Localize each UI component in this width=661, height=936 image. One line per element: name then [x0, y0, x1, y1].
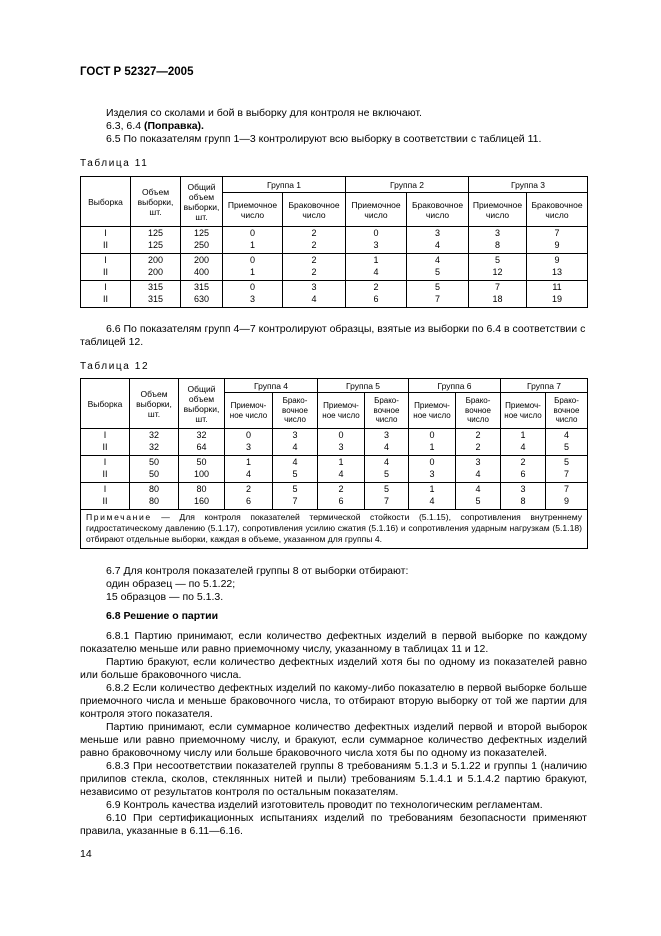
cell-volume-line: 32 [148, 441, 159, 452]
cell-value [273, 429, 318, 456]
cell-value [318, 483, 365, 510]
cell-value [407, 254, 469, 281]
cell-value [469, 227, 527, 254]
cell-value [223, 281, 283, 308]
cell-total-line: 250 [193, 239, 210, 250]
cell-value [546, 456, 588, 483]
cell-value-line: 1 [249, 266, 255, 277]
cell-value [546, 483, 588, 510]
cell-value-line: 5 [383, 468, 389, 479]
cell-volume-line: 200 [147, 255, 164, 265]
cell-value-line: 7 [292, 495, 298, 506]
paragraph-6-8-1-reject: Партию бракуют, если количество дефектных изделий хотя бы по одному из показателей равно или больше браковочного числа. [80, 656, 587, 681]
cell-value-line: 3 [373, 239, 379, 250]
cell-vyborka-line: I [103, 430, 107, 440]
table-row [81, 254, 588, 281]
cell-value [346, 227, 407, 254]
cell-total-line: 200 [193, 255, 210, 265]
cell-value-line: 5 [563, 441, 569, 452]
cell-value-line: 0 [249, 282, 255, 292]
cell-vyborka-line: I [103, 484, 107, 494]
cell-value-line: 0 [373, 228, 379, 238]
cell-value [318, 429, 365, 456]
cell-value-line: 4 [383, 441, 389, 452]
t11-header-total: Общий объем выборки, шт. [181, 177, 223, 227]
cell-value [469, 254, 527, 281]
cell-value [223, 227, 283, 254]
table-row [81, 483, 588, 510]
cell-vyborka-line: I [104, 282, 107, 292]
cell-value-line: 2 [311, 255, 317, 265]
cell-value [365, 483, 409, 510]
paragraph-chipped-items: Изделия со сколами и бой в выборку для контроля не включают. [106, 107, 422, 119]
cell-value [501, 456, 546, 483]
cell-value-line: 3 [475, 457, 481, 467]
t11-header-group-2: Группа 2 [346, 177, 469, 193]
cell-volume-line: 80 [148, 484, 159, 494]
cell-value-line: 11 [552, 282, 562, 292]
cell-vyborka-line: II [102, 468, 108, 479]
cell-volume-line: 315 [147, 282, 164, 292]
paragraph-6-7-one-sample: один образец — по 5.1.22; [106, 578, 236, 590]
cell-value [225, 483, 273, 510]
cell-vyborka-line: II [102, 495, 108, 506]
paragraph-amendment [106, 120, 204, 133]
cell-vyborka [81, 456, 130, 483]
cell-value-line: 9 [563, 495, 569, 506]
cell-value-line: 4 [311, 293, 317, 304]
cell-value-line: 4 [292, 441, 298, 452]
cell-total-line: 50 [196, 457, 207, 467]
t11-header-group-3: Группа 3 [469, 177, 588, 193]
cell-value-line: 0 [429, 430, 435, 440]
cell-total-line: 100 [193, 468, 210, 479]
t11-sub-reject: Браковочное число [407, 193, 469, 227]
cell-volume-line: 80 [148, 495, 159, 506]
amendment-clause-numbers: 6.3, 6.4 [106, 120, 142, 132]
t11-header-volume: Объем выборки, шт. [131, 177, 181, 227]
cell-vyborka [81, 254, 131, 281]
table-12-note [81, 510, 588, 549]
cell-value [409, 429, 456, 456]
t12-sub-reject: Брако- вочное число [365, 393, 409, 429]
cell-volume [131, 227, 181, 254]
cell-value [456, 483, 501, 510]
cell-value-line: 6 [373, 293, 379, 304]
cell-volume-line: 200 [147, 266, 164, 277]
cell-value-line: 2 [311, 239, 317, 250]
table-row [81, 456, 588, 483]
cell-value-line: 5 [383, 484, 389, 494]
cell-value-line: 2 [373, 282, 379, 292]
cell-value-line: 4 [475, 484, 481, 494]
cell-value [527, 254, 588, 281]
cell-value-line: 1 [245, 457, 251, 467]
t12-sub-reject: Брако- вочное число [546, 393, 588, 429]
table-11-caption: Таблица 11 [80, 158, 149, 169]
cell-total [181, 227, 223, 254]
cell-value-line: 6 [245, 495, 251, 506]
cell-value-line: 9 [554, 239, 560, 250]
cell-volume-line: 125 [147, 239, 164, 250]
cell-value-line: 3 [245, 441, 251, 452]
cell-volume [130, 483, 179, 510]
cell-value-line: 3 [292, 430, 298, 440]
cell-value-line: 3 [520, 484, 526, 494]
cell-value [365, 456, 409, 483]
cell-value-line: 2 [245, 484, 251, 494]
cell-value-line: 1 [249, 239, 255, 250]
cell-volume-line: 50 [148, 468, 159, 479]
cell-volume-line: 315 [147, 293, 164, 304]
t12-header-group-5: Группа 5 [318, 379, 409, 393]
section-title-6-8: 6.8 Решение о партии [106, 610, 219, 622]
t11-sub-reject: Браковочное число [283, 193, 346, 227]
note-text: — Для контроля показателей термической стойкости (5.1.15), сопротивления внутреннему гидростатическому давлению (5.1.17), сопротивления усилию сжатия (5.1.16) и сопротивления ударным нагрузкам (5.1.18) отбирают отдельные выборки, каждая в объеме, указанном для группы 4. [86, 512, 582, 544]
cell-value-line: 3 [383, 430, 389, 440]
cell-value [225, 429, 273, 456]
t12-header-total: Общий объем выборки, шт. [179, 379, 225, 429]
cell-value [273, 456, 318, 483]
cell-total-line: 160 [193, 495, 210, 506]
cell-value-line: 9 [554, 255, 560, 265]
cell-vyborka-line: II [102, 441, 108, 452]
cell-value-line: 4 [434, 255, 440, 265]
t11-header-vyborka: Выборка [81, 177, 131, 227]
cell-value-line: 3 [494, 228, 500, 238]
cell-value-line: 7 [563, 468, 569, 479]
cell-value-line: 1 [520, 430, 526, 440]
cell-value-line: 0 [245, 430, 251, 440]
cell-value-line: 1 [429, 484, 435, 494]
paragraph-6-9: 6.9 Контроль качества изделий изготовитель проводит по технологическим регламентам. [106, 799, 543, 811]
t12-sub-accept: Приемоч- ное число [318, 393, 365, 429]
paragraph-6-7-fifteen-samples: 15 образцов — по 5.1.3. [106, 591, 224, 603]
cell-value-line: 2 [475, 441, 481, 452]
t12-sub-accept: Приемоч- ное число [225, 393, 273, 429]
cell-value-line: 0 [249, 255, 255, 265]
cell-value-line: 19 [551, 293, 562, 304]
cell-total [179, 429, 225, 456]
cell-value-line: 5 [292, 484, 298, 494]
cell-value [283, 227, 346, 254]
paragraph-6-7: 6.7 Для контроля показателей группы 8 от выборки отбирают: [106, 565, 409, 577]
cell-value-line: 4 [292, 457, 298, 467]
t12-header-group-7: Группа 7 [501, 379, 588, 393]
note-label: Примечание [86, 512, 152, 522]
cell-volume [131, 281, 181, 308]
cell-total-line: 125 [193, 228, 210, 238]
cell-volume [131, 254, 181, 281]
cell-value [456, 456, 501, 483]
cell-vyborka-line: II [102, 239, 108, 250]
cell-value [407, 281, 469, 308]
cell-value-line: 1 [373, 255, 379, 265]
cell-value-line: 2 [311, 228, 317, 238]
cell-value-line: 3 [429, 468, 435, 479]
cell-value-line: 0 [429, 457, 435, 467]
cell-value-line: 5 [434, 282, 440, 292]
paragraph-6-6: 6.6 По показателям групп 4—7 контролируют образцы, взятые из выборки по 6.4 в соответствии с таблицей 12. [80, 323, 586, 348]
cell-value-line: 13 [551, 266, 562, 277]
cell-value-line: 8 [494, 239, 500, 250]
cell-value-line: 4 [338, 468, 344, 479]
t11-sub-accept: Приемочное число [223, 193, 283, 227]
cell-value-line: 5 [494, 255, 500, 265]
cell-value-line: 7 [383, 495, 389, 506]
cell-total-line: 80 [196, 484, 207, 494]
cell-vyborka-line: I [104, 228, 107, 238]
cell-value-line: 6 [520, 468, 526, 479]
cell-value [283, 254, 346, 281]
cell-total [181, 254, 223, 281]
paragraph-6-10: 6.10 При сертификационных испытаниях изделий по требованиям безопасности применяют правила, указанные в 6.11—6.16. [80, 812, 587, 837]
cell-value [409, 483, 456, 510]
cell-total-line: 64 [196, 441, 207, 452]
t12-header-group-6: Группа 6 [409, 379, 501, 393]
cell-total [181, 281, 223, 308]
cell-value [283, 281, 346, 308]
cell-value [318, 456, 365, 483]
table-12-caption: Таблица 12 [80, 361, 150, 372]
cell-vyborka-line: II [102, 266, 108, 277]
cell-value [346, 254, 407, 281]
cell-vyborka [81, 483, 130, 510]
cell-value [346, 281, 407, 308]
cell-value [501, 483, 546, 510]
cell-value-line: 0 [338, 430, 344, 440]
cell-value-line: 18 [492, 293, 503, 304]
cell-value-line: 5 [563, 457, 569, 467]
cell-vyborka-line: II [102, 293, 108, 304]
t12-sub-reject: Брако- вочное число [273, 393, 318, 429]
cell-vyborka [81, 227, 131, 254]
t11-header-group-1: Группа 1 [223, 177, 346, 193]
paragraph-6-5: 6.5 По показателям групп 1—3 контролируют всю выборку в соответствии с таблицей 11. [106, 133, 542, 145]
t11-sub-accept: Приемочное число [469, 193, 527, 227]
cell-total [179, 456, 225, 483]
cell-value [409, 456, 456, 483]
cell-value [223, 254, 283, 281]
cell-value-line: 6 [338, 495, 344, 506]
document-header: ГОСТ Р 52327—2005 [80, 66, 194, 78]
cell-volume [130, 456, 179, 483]
cell-value-line: 4 [520, 441, 526, 452]
paragraph-6-8-2-accept: Партию принимают, если суммарное количество дефектных изделий первой и второй выборок меньше или равно приемочному числу, и бракуют, если суммарное количество дефектных изделий равно браковочному числу или больше браковочного числа хотя бы по одному из показателей. [80, 721, 587, 759]
paragraph-6-8-2: 6.8.2 Если количество дефектных изделий по какому-либо показателю в первой выборке больше приемочного числа и меньше браковочного числа, то отбирают вторую выборку от той же партии для контроля этого показателя. [80, 682, 587, 720]
cell-value [546, 429, 588, 456]
cell-value-line: 1 [429, 441, 435, 452]
cell-value [365, 429, 409, 456]
cell-value-line: 3 [249, 293, 255, 304]
paragraph-6-8-3: 6.8.3 При несоответствии показателей группы 8 требованиям 5.1.3 и 5.1.22 и группы 1 (наличию прилипов стекла, сколов, стеклянных нитей и пыли) требованиям 5.1.4.1 и 5.1.4.2 партию бракуют, независимо от результатов контроля по остальным показателям. [80, 760, 587, 798]
cell-value [527, 227, 588, 254]
cell-value-line: 4 [245, 468, 251, 479]
cell-value-line: 5 [475, 495, 481, 506]
amendment-label: (Поправка). [143, 120, 204, 132]
cell-value-line: 2 [311, 266, 317, 277]
cell-value [469, 281, 527, 308]
cell-total-line: 32 [196, 430, 207, 440]
cell-vyborka [81, 429, 130, 456]
cell-value-line: 5 [292, 468, 298, 479]
cell-value-line: 7 [554, 228, 560, 238]
t12-header-volume: Объем выборки, шт. [130, 379, 179, 429]
cell-value-line: 8 [520, 495, 526, 506]
cell-value-line: 1 [338, 457, 344, 467]
table-12 [80, 378, 588, 549]
table-row [81, 227, 588, 254]
t11-sub-reject: Браковочное число [527, 193, 588, 227]
table-row [81, 429, 588, 456]
cell-value-line: 5 [434, 266, 440, 277]
cell-volume-line: 125 [147, 228, 164, 238]
cell-value-line: 12 [492, 266, 503, 277]
cell-volume-line: 50 [148, 457, 159, 467]
cell-volume [130, 429, 179, 456]
cell-value-line: 2 [338, 484, 344, 494]
cell-total [179, 483, 225, 510]
cell-value [407, 227, 469, 254]
cell-value [225, 456, 273, 483]
page-number: 14 [80, 848, 92, 860]
cell-value-line: 4 [434, 239, 440, 250]
cell-value-line: 3 [338, 441, 344, 452]
t12-sub-accept: Приемоч- ное число [501, 393, 546, 429]
cell-total-line: 315 [193, 282, 210, 292]
cell-value [273, 483, 318, 510]
t12-header-group-4: Группа 4 [225, 379, 318, 393]
cell-value-line: 4 [475, 468, 481, 479]
cell-value-line: 0 [249, 228, 255, 238]
t12-header-vyborka: Выборка [81, 379, 130, 429]
cell-value-line: 4 [383, 457, 389, 467]
table-row [81, 281, 588, 308]
cell-vyborka-line: I [104, 255, 107, 265]
cell-value [501, 429, 546, 456]
cell-value-line: 4 [563, 430, 569, 440]
cell-total-line: 630 [193, 293, 210, 304]
cell-value-line: 4 [373, 266, 379, 277]
cell-vyborka-line: I [103, 457, 107, 467]
cell-value-line: 4 [429, 495, 435, 506]
cell-value-line: 3 [311, 282, 317, 292]
cell-value [456, 429, 501, 456]
cell-vyborka [81, 281, 131, 308]
cell-value-line: 7 [563, 484, 569, 494]
cell-value [527, 281, 588, 308]
cell-value-line: 2 [520, 457, 526, 467]
t12-sub-accept: Приемоч- ное число [409, 393, 456, 429]
cell-volume-line: 32 [148, 430, 159, 440]
cell-value-line: 7 [494, 282, 500, 292]
t11-sub-accept: Приемочное число [346, 193, 407, 227]
cell-value-line: 3 [434, 228, 440, 238]
cell-total-line: 400 [193, 266, 210, 277]
t12-sub-reject: Брако- вочное число [456, 393, 501, 429]
cell-value-line: 7 [434, 293, 440, 304]
table-11 [80, 176, 588, 308]
cell-value-line: 2 [475, 430, 481, 440]
paragraph-6-8-1: 6.8.1 Партию принимают, если количество дефектных изделий в первой выборке по каждому показателю меньше или равно приемочному числу, указанному в таблицах 11 и 12. [80, 630, 587, 655]
